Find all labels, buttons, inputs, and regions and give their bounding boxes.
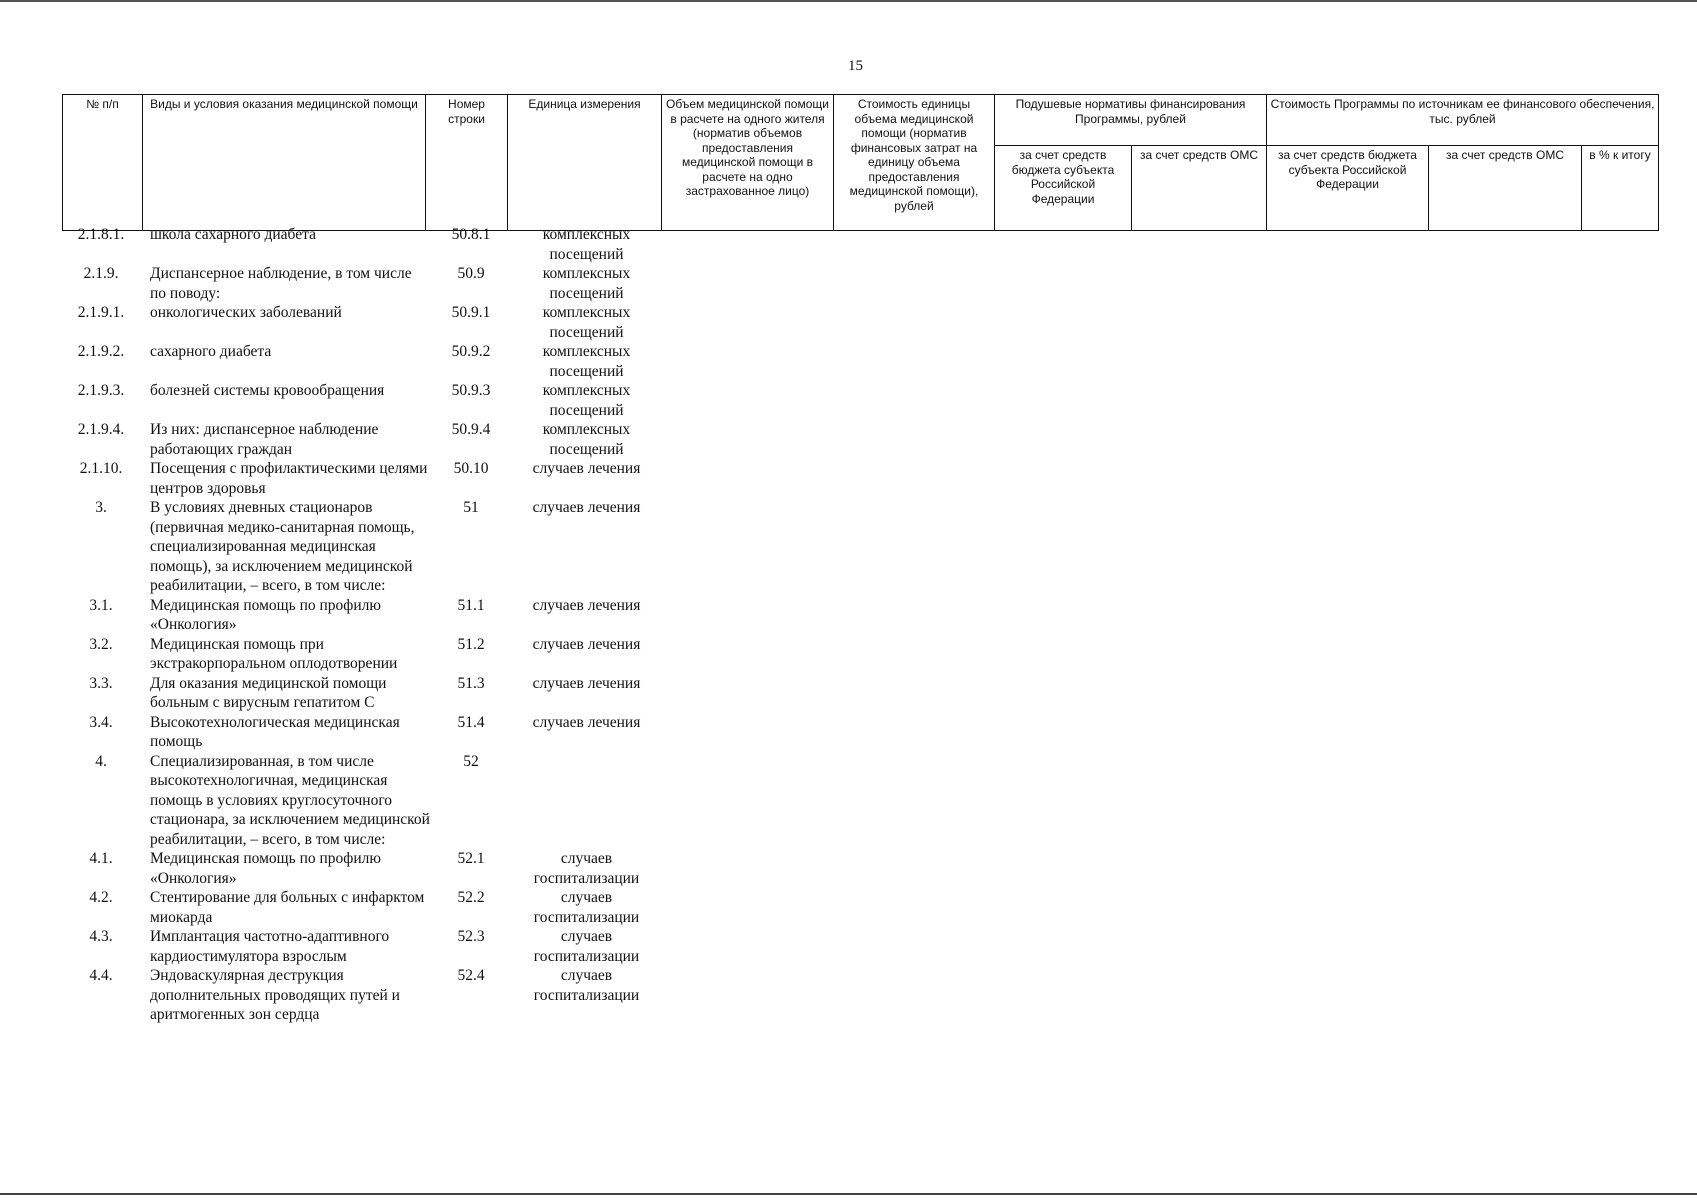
header-percapita-oms: за счет средств ОМС bbox=[1132, 146, 1267, 231]
row-name: Для оказания медицинской помощи больным с вирусным гепатитом С bbox=[150, 674, 387, 711]
row-num: 3.1. bbox=[89, 596, 113, 614]
row-name: Медицинская помощь по профилю «Онкология» bbox=[150, 596, 381, 633]
row-num: 4.3. bbox=[89, 928, 113, 945]
row-line: 52 bbox=[463, 752, 479, 770]
row-unit bbox=[511, 752, 662, 850]
header-unit: Единица измерения bbox=[508, 95, 662, 231]
row-unit: комплексных посещений bbox=[542, 304, 631, 341]
table-row bbox=[62, 635, 662, 674]
header-volume: Объем медицинской помощи в расчете на одного жителя (норматив объемов предоставления медицинской помощи в расчете на одно застрахованное лицо) bbox=[662, 95, 834, 231]
row-num: 2.1.10. bbox=[79, 460, 123, 477]
row-name: Посещения с профилактическими целями центров здоровья bbox=[150, 460, 428, 497]
row-unit: комплексных посещений bbox=[542, 226, 631, 263]
table-row bbox=[62, 459, 662, 498]
row-name: сахарного диабета bbox=[150, 343, 272, 360]
row-line: 51.2 bbox=[457, 635, 485, 653]
table-row bbox=[62, 420, 662, 459]
table-row bbox=[62, 342, 662, 381]
header-program-budget: за счет средств бюджета субъекта Российской Федерации bbox=[1267, 146, 1429, 231]
row-name: Из них: диспансерное наблюдение работающих граждан bbox=[150, 421, 379, 458]
row-line: 51.3 bbox=[457, 674, 485, 692]
row-unit: случаев лечения bbox=[532, 674, 641, 692]
row-line: 52.4 bbox=[457, 967, 485, 984]
row-unit: комплексных посещений bbox=[542, 343, 631, 380]
table-row bbox=[62, 888, 662, 927]
row-unit: комплексных посещений bbox=[542, 421, 631, 458]
header-cost: Стоимость единицы объема медицинской помощи (норматив финансовых затрат на единицу объема предоставления медицинской помощи), рублей bbox=[834, 95, 995, 231]
row-unit: комплексных посещений bbox=[542, 265, 631, 302]
header-program-oms: за счет средств ОМС bbox=[1429, 146, 1582, 231]
row-unit: случаев госпитализации bbox=[533, 889, 640, 926]
row-name: Высокотехнологическая медицинская помощь bbox=[150, 713, 400, 750]
row-num: 4.2. bbox=[89, 889, 113, 906]
row-unit: случаев лечения bbox=[532, 499, 641, 516]
row-line: 50.9.4 bbox=[451, 421, 491, 438]
header-num: № п/п bbox=[63, 95, 143, 231]
table-row bbox=[62, 596, 662, 635]
row-num: 3.2. bbox=[89, 635, 113, 653]
row-line: 50.9.1 bbox=[451, 304, 491, 321]
row-name: Эндоваскулярная деструкция дополнительных проводящих путей и аритмогенных зон сердца bbox=[150, 967, 400, 1023]
row-num: 3. bbox=[95, 499, 107, 516]
row-unit: случаев лечения bbox=[532, 596, 641, 614]
table-row bbox=[62, 381, 662, 420]
table-row bbox=[62, 752, 662, 850]
header-percapita-budget: за счет средств бюджета субъекта Российской Федерации bbox=[995, 146, 1132, 231]
row-line: 50.9 bbox=[457, 265, 485, 282]
row-name: Специализированная, в том числе высокотехнологичная, медицинская помощь в условиях круглосуточного стационара, за исключением медицинской реабилитации, – всего, в том числе: bbox=[150, 752, 430, 848]
row-line: 52.2 bbox=[457, 889, 485, 906]
row-num: 4.1. bbox=[89, 850, 113, 867]
row-unit: случаев госпитализации bbox=[533, 928, 640, 965]
row-line: 51 bbox=[463, 499, 479, 516]
row-unit: случаев лечения bbox=[532, 635, 641, 653]
table-row bbox=[62, 713, 662, 752]
table-row bbox=[62, 674, 662, 713]
table-row bbox=[62, 849, 662, 888]
row-num: 2.1.8.1. bbox=[77, 226, 125, 243]
row-unit: случаев госпитализации bbox=[533, 967, 640, 1004]
row-unit: случаев лечения bbox=[532, 713, 641, 731]
row-line: 51.1 bbox=[457, 596, 485, 614]
scan-edge-top bbox=[0, 0, 1697, 2]
row-unit: случаев госпитализации bbox=[533, 850, 640, 887]
row-name: Медицинская помощь по профилю «Онкология» bbox=[150, 850, 381, 887]
row-name: Медицинская помощь при экстракорпоральном оплодотворении bbox=[150, 635, 398, 672]
row-num: 2.1.9.3. bbox=[77, 382, 125, 399]
row-num: 3.4. bbox=[89, 713, 113, 731]
row-num: 2.1.9.1. bbox=[77, 304, 125, 321]
header-program-pct: в % к итогу bbox=[1582, 146, 1659, 231]
row-name: школа сахарного диабета bbox=[150, 226, 316, 243]
page-number: 15 bbox=[848, 58, 863, 74]
row-line: 51.4 bbox=[457, 713, 485, 731]
row-unit: комплексных посещений bbox=[542, 382, 631, 419]
row-line: 50.10 bbox=[453, 460, 489, 477]
row-line: 50.9.3 bbox=[451, 382, 491, 399]
header-percapita: Подушевые нормативы финансирования Программы, рублей bbox=[995, 95, 1267, 146]
row-num: 4. bbox=[95, 752, 107, 770]
table-row bbox=[62, 225, 662, 264]
row-num: 2.1.9.4. bbox=[77, 421, 125, 438]
row-line: 50.8.1 bbox=[451, 226, 491, 243]
table-row bbox=[62, 966, 662, 1025]
header-line: Номер строки bbox=[426, 95, 508, 231]
scan-edge-bottom bbox=[0, 1193, 1697, 1195]
row-name: Диспансерное наблюдение, в том числе по поводу: bbox=[150, 265, 412, 302]
table-row bbox=[62, 927, 662, 966]
table-header bbox=[62, 94, 1659, 231]
row-name: В условиях дневных стационаров (первичная медико-санитарная помощь, специализированная медицинская помощь), за исключением медицинской реабилитации, – всего, в том числе: bbox=[150, 499, 415, 594]
row-line: 50.9.2 bbox=[451, 343, 491, 360]
row-num: 4.4. bbox=[89, 967, 113, 984]
row-name: онкологических заболеваний bbox=[150, 304, 342, 321]
row-num: 2.1.9. bbox=[83, 265, 119, 282]
row-line: 52.3 bbox=[457, 928, 485, 945]
row-name: Стентирование для больных с инфарктом миокарда bbox=[150, 889, 425, 926]
row-unit: случаев лечения bbox=[532, 460, 641, 477]
header-type: Виды и условия оказания медицинской помощи bbox=[143, 95, 426, 231]
row-num: 3.3. bbox=[89, 674, 113, 692]
row-name: Имплантация частотно-адаптивного кардиостимулятора взрослым bbox=[150, 928, 390, 965]
row-name: болезней системы кровообращения bbox=[150, 382, 385, 399]
header-program-cost: Стоимость Программы по источникам ее финансового обеспечения, тыс. рублей bbox=[1267, 95, 1659, 146]
table-row bbox=[62, 264, 662, 303]
table-body bbox=[62, 225, 662, 1025]
row-num: 2.1.9.2. bbox=[77, 343, 125, 360]
row-line: 52.1 bbox=[457, 850, 485, 867]
table-row bbox=[62, 498, 662, 596]
table-row bbox=[62, 303, 662, 342]
